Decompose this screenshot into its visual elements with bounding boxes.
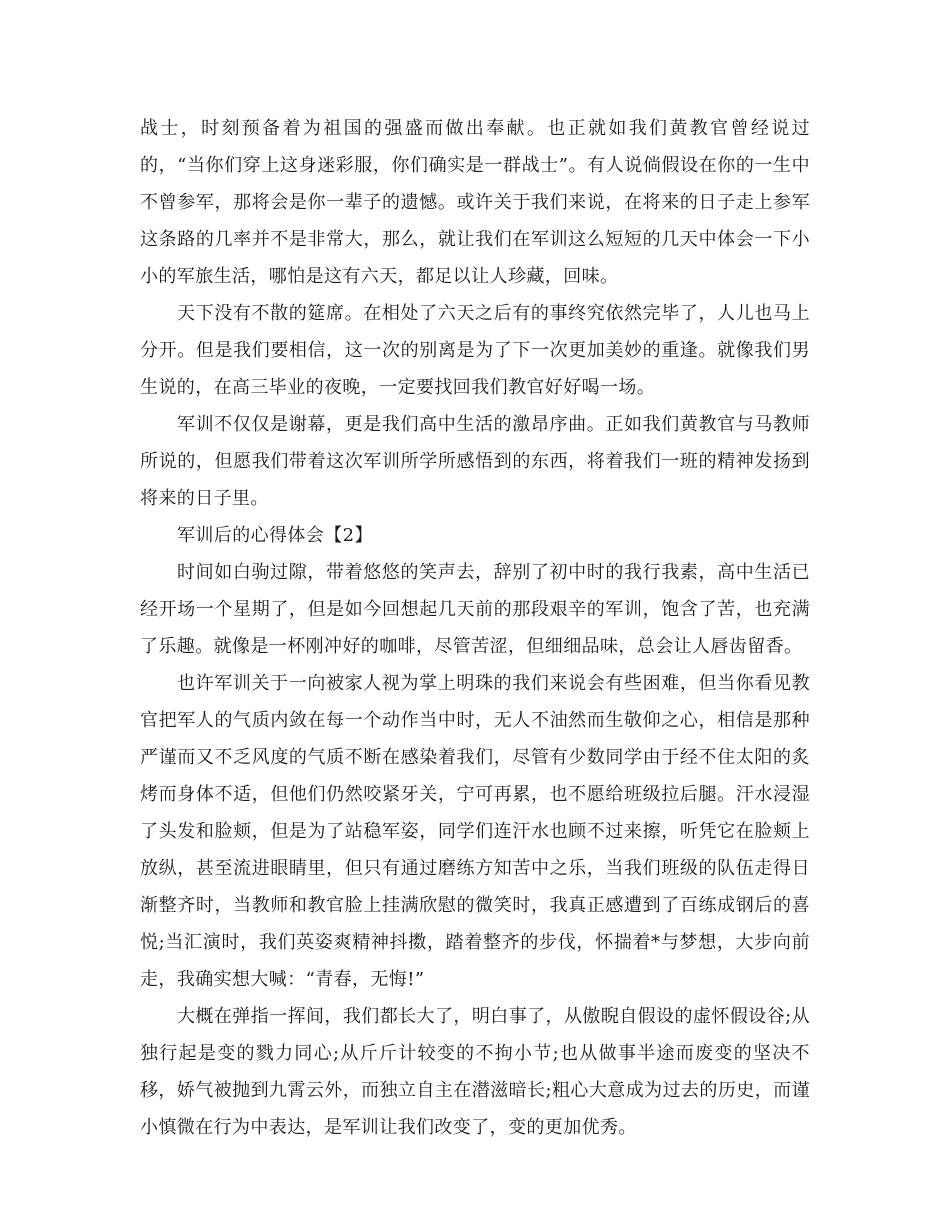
paragraph-1: 战士，时刻预备着为祖国的强盛而做出奉献。也正就如我们黄教官曾经说过的，“当你们穿上这身迷彩服，你们确实是一群战士”。有人说倘假设在你的一生中不曾参军，那将会是你一辈子的遗憾。或许关于我们来说，在将来的日子走上参军这条路的几率并不是非常大，那么，就让我们在军训这么短短的几天中体会一下小小的军旅生活，哪怕是这有六天，都足以让人珍藏，回味。 <box>140 118 810 287</box>
paragraph-3: 军训不仅仅是谢幕，更是我们高中生活的激昂序曲。正如我们黄教官与马教师所说的，但愿我们带着这次军训所学所感悟到的东西，将着我们一班的精神发扬到将来的日子里。 <box>140 414 810 509</box>
document-body <box>140 110 810 1146</box>
section-heading: 军训后的心得体会【2】 <box>177 525 373 546</box>
paragraph-7: 大概在弹指一挥间，我们都长大了，明白事了，从傲睨自假设的虚怀假设谷;从独行起是变的戮力同心;从斤斤计较变的不拘小节;也从做事半途而废变的坚决不移，娇气被抛到九霄云外，而独立自主在潜滋暗长;粗心大意成为过去的历史，而谨小慎微在行为中表达，是军训让我们改变了，变的更加优秀。 <box>140 1006 810 1138</box>
paragraph-6: 也许军训关于一向被家人视为掌上明珠的我们来说会有些困难，但当你看见教官把军人的气质内敛在每一个动作当中时，无人不油然而生敬仰之心，相信是那种严谨而又不乏风度的气质不断在感染着我们，尽管有少数同学由于经不住太阳的炙烤而身体不适，但他们仍然咬紧牙关，宁可再累，也不愿给班级拉后腿。汗水浸湿了头发和脸颊，但是为了站稳军姿，同学们连汗水也顾不过来擦，听凭它在脸颊上放纵，甚至流进眼睛里，但只有通过磨练方知苦中之乐，当我们班级的队伍走得日渐整齐时，当教师和教官脸上挂满欣慰的微笑时，我真正感遭到了百练成钢后的喜悦;当汇演时，我们英姿爽精神抖擞，踏着整齐的步伐，怀揣着*与梦想，大步向前走，我确实想大喊：“青春，无悔!” <box>140 673 810 990</box>
paragraph-5: 时间如白驹过隙，带着悠悠的笑声去，辞别了初中时的我行我素，高中生活已经开场一个星期了，但是如今回想起几天前的那段艰辛的军训，饱含了苦，也充满了乐趣。就像是一杯刚冲好的咖啡，尽管苦涩，但细细品味，总会让人唇齿留香。 <box>140 562 810 657</box>
paragraph-2: 天下没有不散的筵席。在相处了六天之后有的事终究依然完毕了，人儿也马上分开。但是我们要相信，这一次的别离是为了下一次更加美妙的重逢。就像我们男生说的，在高三毕业的夜晚，一定要找回我们教官好好喝一场。 <box>140 303 810 398</box>
